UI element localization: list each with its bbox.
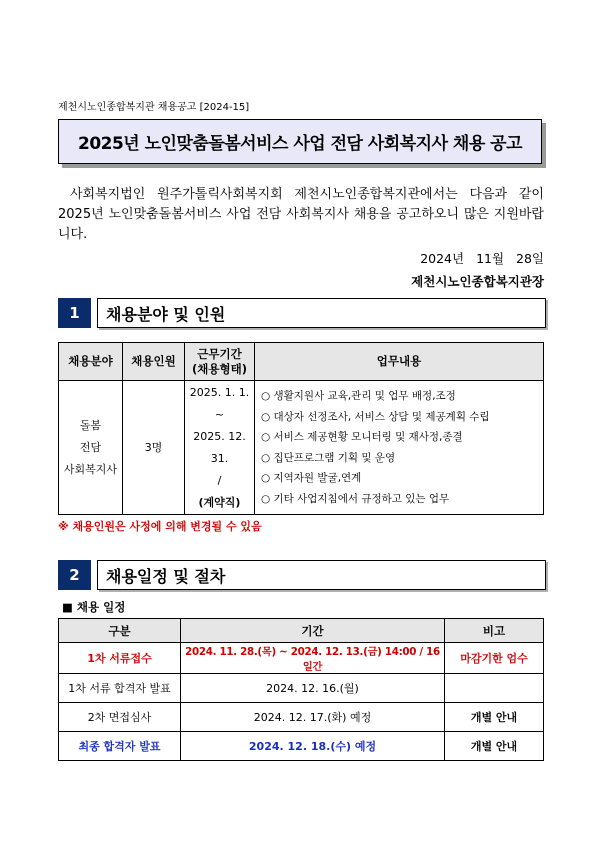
intro-paragraph: 사회복지법인 원주가톨릭사회복지회 제천시노인종합복지관에서는 다음과 같이 2025년 노인맞춤돌봄서비스 사업 전담 사회복지사 채용을 공고하오니 많은 지원바랍니다. (58, 187, 544, 242)
category-cell: 1차 서류 합격자 발표 (59, 674, 181, 703)
remarks-cell: 개별 안내 (445, 703, 544, 732)
schedule-subheading: ■ 채용 일정 (62, 600, 126, 614)
field-cell: 돌봄 전담 사회복지사 (59, 381, 123, 515)
count-cell: 3명 (123, 381, 185, 515)
table-header-row (59, 619, 544, 643)
header-category: 구분 (59, 619, 181, 643)
table-row (59, 381, 544, 515)
section-2-heading (58, 560, 546, 590)
table-row (59, 732, 544, 761)
table-row (59, 674, 544, 703)
section-1-heading (58, 298, 546, 328)
section-number-badge: 1 (58, 298, 91, 328)
header-duties: 업무내용 (255, 343, 544, 381)
remarks-cell (445, 674, 544, 703)
list-item: ○ 서비스 제공현황 모니터링 및 재사정,종결 (261, 431, 463, 443)
list-item: ○ 대상자 선정조사, 서비스 상담 및 제공계획 수립 (261, 410, 490, 423)
notice-number: 제천시노인종합복지관 채용공고 [2024-15] (58, 102, 250, 113)
list-item: ○ 기타 사업지침에서 규정하고 있는 업무 (261, 492, 450, 505)
category-cell: 2차 면접심사 (59, 703, 181, 732)
header-count: 채용인원 (123, 343, 185, 381)
table-row (59, 703, 544, 732)
organization-signature: 제천시노인종합복지관장 (411, 274, 544, 289)
header-remarks: 비고 (445, 619, 544, 643)
section-number-badge: 2 (58, 560, 91, 590)
category-cell: 1차 서류접수 (59, 643, 181, 674)
period-cell: 2025. 1. 1. ~ 2025. 12. 31. / (계약직) (185, 381, 255, 515)
period-cell: 2024. 12. 16.(월) (181, 674, 445, 703)
list-item: ○ 집단프로그램 기획 및 운영 (261, 451, 396, 464)
period-cell: 2024. 12. 18.(수) 예정 (181, 732, 445, 761)
period-cell: 2024. 12. 17.(화) 예정 (181, 703, 445, 732)
table-header-row (59, 343, 544, 381)
duties-cell (255, 381, 544, 515)
remarks-cell: 마감기한 엄수 (445, 643, 544, 674)
header-field: 채용분야 (59, 343, 123, 381)
section-title: 채용일정 및 절차 (97, 560, 546, 590)
schedule-table (58, 618, 544, 761)
header-period: 기간 (181, 619, 445, 643)
table-row (59, 643, 544, 674)
page-title: 2025년 노인맞춤돌봄서비스 사업 전담 사회복지사 채용 공고 (58, 119, 542, 164)
header-period: 근무기간 (채용형태) (185, 343, 255, 381)
period-cell: 2024. 11. 28.(목) ~ 2024. 12. 13.(금) 14:00 / 16일간 (181, 643, 445, 674)
category-cell: 최종 합격자 발표 (59, 732, 181, 761)
list-item: ○ 생활지원사 교육,관리 및 업무 배정,조정 (261, 390, 456, 402)
section-title: 채용분야 및 인원 (97, 298, 546, 328)
change-notice: ※ 채용인원은 사정에 의해 변경될 수 있음 (58, 520, 262, 533)
list-item: ○ 지역자원 발굴,연계 (261, 472, 362, 484)
recruitment-table (58, 342, 544, 515)
remarks-cell: 개별 안내 (445, 732, 544, 761)
notice-date: 2024년 11월 28일 (420, 251, 544, 266)
